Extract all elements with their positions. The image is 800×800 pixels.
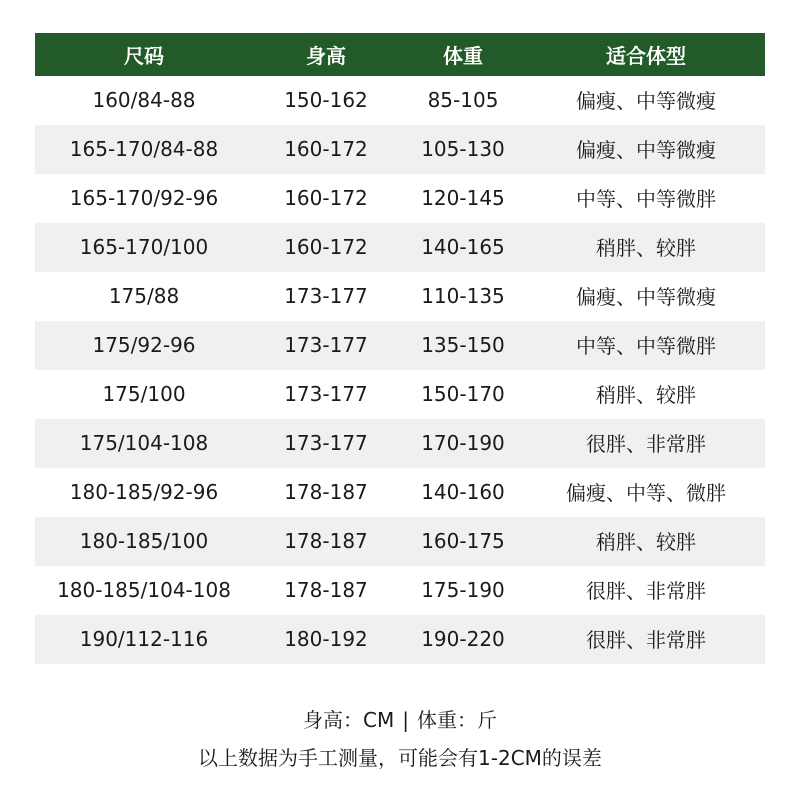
cell-body-type: 中等、中等微胖 xyxy=(576,187,716,211)
cell-height: 178-187 xyxy=(284,528,368,553)
height-unit-note: 身高：CM xyxy=(303,708,395,732)
header-height: 身高 xyxy=(306,44,346,68)
cell-body-type: 很胖、非常胖 xyxy=(586,628,706,652)
cell-size: 160/84-88 xyxy=(92,87,196,112)
cell-body-type: 稍胖、较胖 xyxy=(596,383,696,407)
table-row xyxy=(35,76,765,125)
cell-height: 150-162 xyxy=(284,87,368,112)
cell-height: 173-177 xyxy=(284,430,368,455)
size-chart-table xyxy=(35,33,765,664)
table-row xyxy=(35,272,765,321)
table-row xyxy=(35,615,765,664)
cell-size: 175/92-96 xyxy=(92,332,196,357)
table-row xyxy=(35,468,765,517)
cell-weight: 140-160 xyxy=(421,479,505,504)
table-header-row xyxy=(35,33,765,76)
cell-weight: 190-220 xyxy=(421,626,505,651)
cell-weight: 120-145 xyxy=(421,185,505,210)
cell-size: 165-170/84-88 xyxy=(69,136,219,161)
cell-weight: 105-130 xyxy=(421,136,505,161)
cell-height: 160-172 xyxy=(284,185,368,210)
cell-height: 178-187 xyxy=(284,479,368,504)
cell-weight: 160-175 xyxy=(421,528,505,553)
cell-weight: 140-165 xyxy=(421,234,505,259)
cell-size: 190/112-116 xyxy=(79,626,209,651)
cell-body-type: 偏瘦、中等微瘦 xyxy=(576,89,716,113)
cell-size: 165-170/92-96 xyxy=(69,185,219,210)
cell-weight: 110-135 xyxy=(421,283,505,308)
cell-body-type: 稍胖、较胖 xyxy=(596,530,696,554)
cell-body-type: 偏瘦、中等、微胖 xyxy=(566,481,726,505)
header-size: 尺码 xyxy=(124,44,164,68)
cell-size: 175/88 xyxy=(108,283,180,308)
cell-height: 173-177 xyxy=(284,332,368,357)
cell-size: 175/104-108 xyxy=(79,430,209,455)
unit-note xyxy=(0,704,800,733)
cell-size: 180-185/92-96 xyxy=(69,479,219,504)
cell-body-type: 很胖、非常胖 xyxy=(586,432,706,456)
cell-height: 173-177 xyxy=(284,283,368,308)
cell-body-type: 偏瘦、中等微瘦 xyxy=(576,285,716,309)
cell-size: 180-185/104-108 xyxy=(57,577,231,602)
header-weight: 体重 xyxy=(443,44,483,68)
cell-body-type: 偏瘦、中等微瘦 xyxy=(576,138,716,162)
cell-height: 173-177 xyxy=(284,381,368,406)
unit-separator: | xyxy=(402,708,409,732)
cell-size: 165-170/100 xyxy=(79,234,209,259)
table-row xyxy=(35,517,765,566)
cell-body-type: 很胖、非常胖 xyxy=(586,579,706,603)
table-row xyxy=(35,174,765,223)
weight-unit-note: 体重：斤 xyxy=(416,708,497,732)
measurement-disclaimer: 以上数据为手工测量，可能会有1-2CM的误差 xyxy=(198,746,602,770)
table-row xyxy=(35,566,765,615)
table-row xyxy=(35,125,765,174)
table-row xyxy=(35,370,765,419)
cell-body-type: 稍胖、较胖 xyxy=(596,236,696,260)
cell-body-type: 中等、中等微胖 xyxy=(576,334,716,358)
cell-weight: 170-190 xyxy=(421,430,505,455)
cell-height: 178-187 xyxy=(284,577,368,602)
cell-weight: 150-170 xyxy=(421,381,505,406)
cell-height: 180-192 xyxy=(284,626,368,651)
cell-height: 160-172 xyxy=(284,136,368,161)
table-row xyxy=(35,419,765,468)
cell-size: 175/100 xyxy=(102,381,186,406)
cell-weight: 175-190 xyxy=(421,577,505,602)
table-row xyxy=(35,223,765,272)
cell-size: 180-185/100 xyxy=(79,528,209,553)
cell-height: 160-172 xyxy=(284,234,368,259)
cell-weight: 135-150 xyxy=(421,332,505,357)
cell-weight: 85-105 xyxy=(427,87,499,112)
header-body-type: 适合体型 xyxy=(606,44,686,68)
table-row xyxy=(35,321,765,370)
